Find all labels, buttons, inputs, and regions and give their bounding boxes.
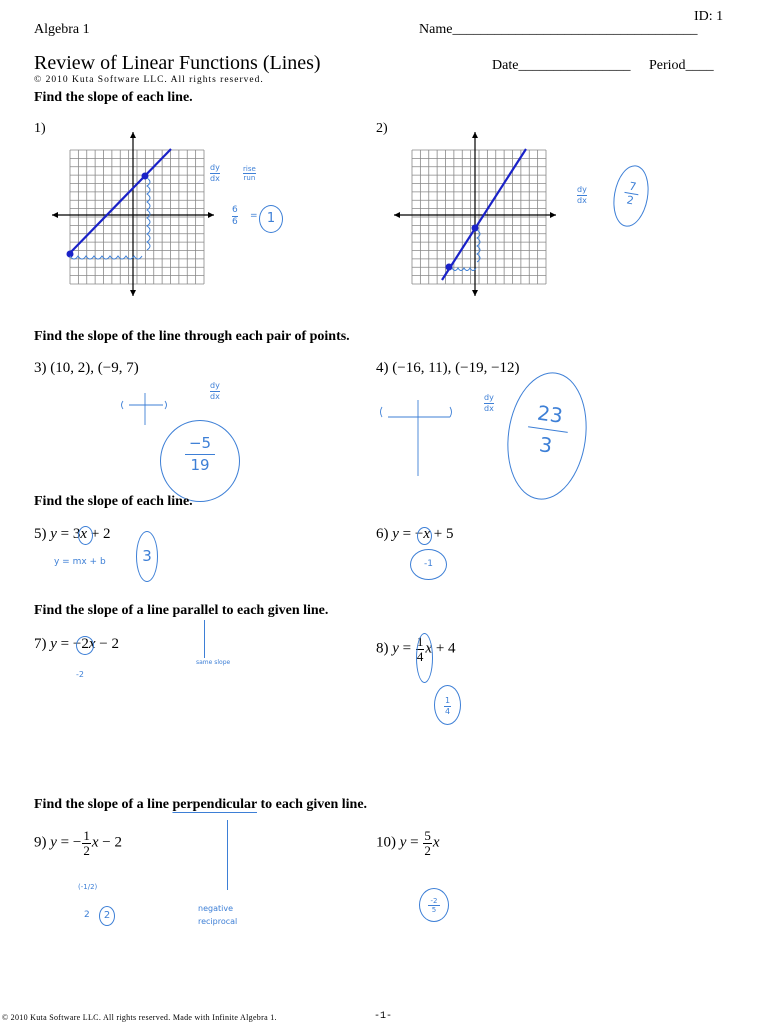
handwritten-formula: y = mx + b (54, 557, 106, 567)
worksheet-title: Review of Linear Functions (Lines) (34, 52, 321, 74)
problem-number: 3) (34, 360, 47, 376)
problem-5: 5) y = 3x + 2 (34, 526, 111, 542)
section-heading-perpendicular: Find the slope of a line perpendicular to each given line. (34, 797, 368, 812)
coefficient-circle (78, 526, 93, 545)
plotted-point (446, 264, 453, 271)
problem-6: 6) y = −x + 5 (376, 526, 454, 542)
date-label: Date (492, 58, 519, 73)
handwritten-answer-circle: −5 19 (160, 420, 240, 502)
section-heading-equation-slope: Find the slope of each line. (34, 494, 193, 509)
section-heading-graph-slope: Find the slope of each line. (34, 90, 193, 105)
grid (412, 150, 546, 284)
handwritten-dy-dx: dy dx (484, 393, 494, 413)
problem-7: 7) y = −2x − 2 (34, 636, 119, 652)
handwritten-dy-dx: dy dx (210, 163, 220, 183)
footer-copyright: © 2010 Kuta Software LLC. All rights reserved. Made with Infinite Algebra 1. (2, 1013, 277, 1022)
problem-number: 8) (376, 640, 389, 657)
handwritten-answer-circle: -2 5 (419, 888, 449, 922)
problem-number: 7) (34, 636, 47, 652)
handwritten-mark (227, 820, 228, 890)
handwritten-answer-circle: 23 3 (499, 367, 594, 505)
problem-number: 4) (376, 360, 389, 376)
grid (70, 150, 204, 284)
coefficient-circle (416, 633, 433, 683)
axes (52, 132, 214, 296)
problem-number: 5) (34, 526, 47, 542)
handwritten-fraction: 6 6 (232, 205, 238, 227)
problem-points: (10, 2), (−9, 7) (50, 360, 139, 376)
date-blank: ________________ (518, 58, 631, 73)
handwritten-answer-circle: -1 (410, 549, 447, 580)
period-label: Period (649, 58, 686, 73)
name-label: Name (419, 22, 453, 37)
coefficient-circle (417, 527, 432, 545)
handwritten-rise-run: rise run (243, 165, 256, 183)
problem-number: 10) (376, 834, 396, 851)
date-field[interactable] (492, 58, 630, 74)
problem-points: (−16, 11), (−19, −12) (392, 360, 520, 376)
fraction: $\frac{1}{2}$ (83, 828, 90, 858)
handwritten-answer: -2 (76, 670, 84, 679)
handwritten-mark (204, 620, 205, 658)
problem-3 (34, 360, 139, 377)
section-heading-two-points: Find the slope of the line through each pair of points. (34, 329, 350, 344)
problem-number: 6) (376, 526, 389, 542)
course-label: Algebra 1 (34, 22, 90, 37)
graph-problem-1 (50, 130, 220, 300)
handwritten-answer-circle: 1 (259, 205, 283, 233)
handwritten-equals: = (250, 211, 258, 221)
page-number: -1- (374, 1011, 393, 1022)
handwritten-note: (-1/2) (78, 883, 98, 891)
handwritten-answer-circle: 7 2 (609, 163, 653, 230)
worksheet-id: ID: 1 (694, 9, 724, 24)
handwritten-dy-dx: dy dx (210, 381, 220, 401)
handwritten-note: negative reciprocal (198, 904, 238, 926)
name-field[interactable] (419, 22, 697, 38)
handwritten-answer-circle: 1 4 (434, 685, 461, 725)
problem-8: 8) y = $\frac{1}{4}$ x + 4 (376, 634, 456, 664)
coefficient-circle (76, 636, 94, 655)
problem-10: 10) y = $\frac{5}{2}$ x (376, 828, 440, 858)
problem-number: 1) (34, 121, 46, 136)
period-field[interactable] (649, 58, 714, 74)
handwritten-note: 2 (84, 910, 90, 920)
fraction: $\frac{5}{2}$ (424, 828, 431, 858)
handwritten-answer-circle: 2 (99, 906, 115, 926)
problem-number: 2) (376, 121, 388, 136)
name-blank: ___________________________________ (452, 22, 698, 37)
copyright-notice: © 2010 Kuta Software LLC. All rights reserved. (34, 75, 264, 85)
scratch-work-3 (115, 385, 185, 430)
period-blank: ____ (685, 58, 714, 73)
problem-9: 9) y = − $\frac{1}{2}$ x − 2 (34, 828, 122, 858)
problem-number: 9) (34, 834, 47, 851)
problem-4 (376, 360, 520, 377)
fraction: $\frac{1}{4}$ (416, 634, 424, 664)
handwritten-dy-dx: dy dx (577, 185, 587, 205)
scratch-work-4 (370, 392, 480, 477)
section-heading-parallel: Find the slope of a line parallel to each given line. (34, 603, 329, 618)
handwritten-note: same slope (196, 659, 231, 666)
handwritten-answer-circle: 3 (136, 531, 158, 582)
graph-problem-2 (392, 130, 562, 300)
axes (394, 132, 556, 296)
